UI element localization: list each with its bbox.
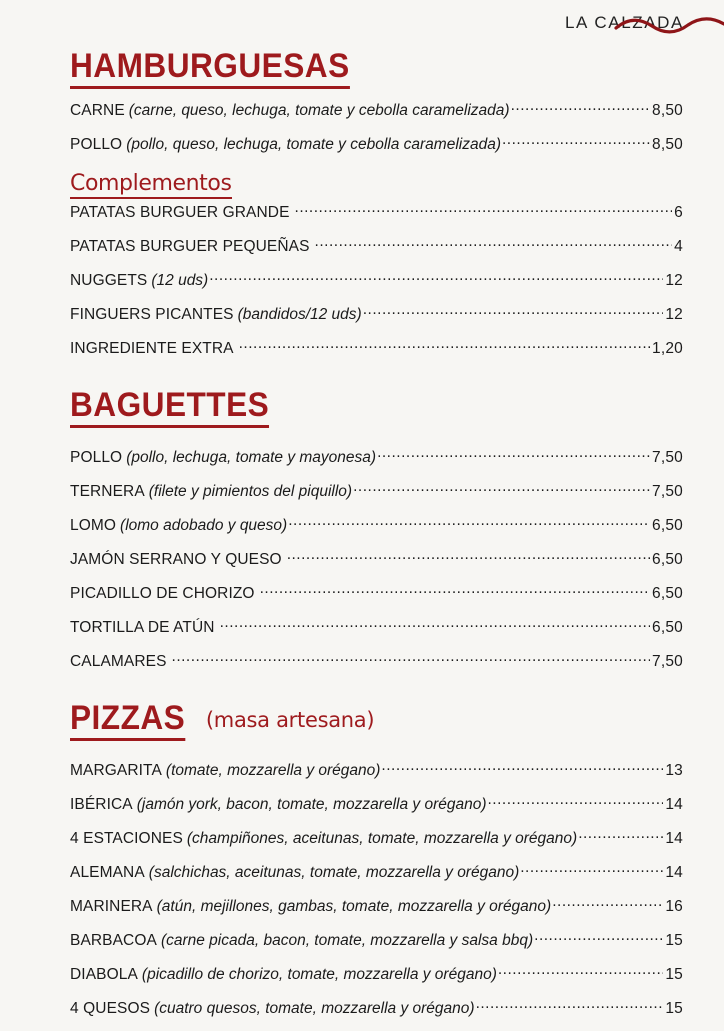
item-name: 4 QUESOS xyxy=(70,999,151,1017)
item-name: PICADILLO DE CHORIZO xyxy=(70,584,255,602)
item-name: JAMÓN SERRANO Y QUESO xyxy=(70,550,282,568)
item-description: (carne picada, bacon, tomate, mozzarella y salsa bbq) xyxy=(160,931,534,949)
dot-leader xyxy=(288,514,650,530)
item-description: (pollo, queso, lechuga, tomate y cebolla caramelizada) xyxy=(126,135,501,153)
item-name: FINGUERS PICANTES xyxy=(70,305,234,323)
item-price: 15 xyxy=(665,999,683,1017)
item-price: 16 xyxy=(665,897,683,915)
dot-leader xyxy=(239,337,650,353)
subsection-complementos xyxy=(70,167,684,201)
item-description: (cuatro quesos, tomate, mozzarella y orégano) xyxy=(154,999,475,1017)
item-name: MARINERA xyxy=(70,897,153,915)
item-name: ALEMANA xyxy=(70,863,145,881)
item-price: 15 xyxy=(665,931,683,949)
menu-item-row xyxy=(70,201,683,235)
menu-item-row xyxy=(70,759,683,793)
dot-leader xyxy=(520,861,663,877)
dot-leader xyxy=(511,99,650,115)
dot-leader xyxy=(260,582,650,598)
section-heading xyxy=(70,48,684,89)
item-price: 13 xyxy=(665,761,683,779)
item-description: (picadillo de chorizo, tomate, mozzarella y orégano) xyxy=(141,965,497,983)
item-name: DIABOLA xyxy=(70,965,138,983)
section-title: BAGUETTES xyxy=(70,387,269,428)
item-price: 8,50 xyxy=(652,101,683,119)
dot-leader xyxy=(476,997,664,1013)
menu-item-row xyxy=(70,929,683,963)
item-name: MARGARITA xyxy=(70,761,162,779)
dot-leader xyxy=(353,480,650,496)
dot-leader xyxy=(315,235,673,251)
item-price: 15 xyxy=(665,965,683,983)
item-description: (12 uds) xyxy=(151,271,209,289)
menu-item-row xyxy=(70,895,683,929)
item-description: (filete y pimientos del piquillo) xyxy=(148,482,353,500)
dot-leader xyxy=(377,446,650,462)
item-description: (champiñones, aceitunas, tomate, mozzarella y orégano) xyxy=(186,829,578,847)
item-name: TORTILLA DE ATÚN xyxy=(70,618,215,636)
dot-leader xyxy=(172,650,651,666)
item-price: 14 xyxy=(665,863,683,881)
item-description: (salchichas, aceitunas, tomate, mozzarella y orégano) xyxy=(148,863,520,881)
menu-item-row xyxy=(70,480,683,514)
item-price: 14 xyxy=(665,829,683,847)
section-subtitle: (masa artesana) xyxy=(205,708,375,733)
item-name: POLLO xyxy=(70,448,123,466)
item-description: (tomate, mozzarella y orégano) xyxy=(165,761,381,779)
menu-item-row xyxy=(70,133,683,167)
item-name: CARNE xyxy=(70,101,125,119)
brand-name: LA CALZADA xyxy=(565,13,684,32)
item-name: PATATAS BURGUER PEQUEÑAS xyxy=(70,237,310,255)
menu-item-row xyxy=(70,235,683,269)
dot-leader xyxy=(209,269,663,285)
item-price: 7,50 xyxy=(652,652,683,670)
item-name: IBÉRICA xyxy=(70,795,133,813)
item-list xyxy=(70,99,684,371)
item-price: 12 xyxy=(665,305,683,323)
section-heading xyxy=(70,700,684,741)
item-name: PATATAS BURGUER GRANDE xyxy=(70,203,290,221)
item-price: 6,50 xyxy=(652,550,683,568)
section-baguettes xyxy=(70,387,684,684)
menu-item-row xyxy=(70,303,683,337)
dot-leader xyxy=(363,303,664,319)
item-name: 4 ESTACIONES xyxy=(70,829,183,847)
item-price: 6 xyxy=(674,203,683,221)
menu-item-row xyxy=(70,963,683,997)
item-price: 12 xyxy=(665,271,683,289)
dot-leader xyxy=(220,616,650,632)
menu-item-row xyxy=(70,99,683,133)
dot-leader xyxy=(552,895,663,911)
item-description: (pollo, lechuga, tomate y mayonesa) xyxy=(126,448,377,466)
item-name: TERNERA xyxy=(70,482,145,500)
menu-item-row xyxy=(70,582,683,616)
dot-leader xyxy=(498,963,663,979)
item-description: (carne, queso, lechuga, tomate y cebolla caramelizada) xyxy=(128,101,510,119)
dot-leader xyxy=(502,133,650,149)
dot-leader xyxy=(381,759,663,775)
menu-item-row xyxy=(70,827,683,861)
item-list xyxy=(70,446,684,684)
item-list xyxy=(70,759,684,1031)
dot-leader xyxy=(578,827,663,843)
menu-item-row xyxy=(70,997,683,1031)
section-title: HAMBURGUESAS xyxy=(70,48,350,89)
item-price: 7,50 xyxy=(652,482,683,500)
dot-leader xyxy=(287,548,650,564)
item-price: 8,50 xyxy=(652,135,683,153)
item-price: 14 xyxy=(665,795,683,813)
dot-leader xyxy=(488,793,664,809)
section-title: PIZZAS xyxy=(70,700,185,741)
menu-item-row xyxy=(70,616,683,650)
dot-leader xyxy=(295,201,673,217)
item-name: LOMO xyxy=(70,516,117,534)
menu-item-row xyxy=(70,514,683,548)
item-price: 7,50 xyxy=(652,448,683,466)
wave-decoration-icon xyxy=(614,14,724,38)
section-hamburguesas xyxy=(70,48,684,371)
menu-item-row xyxy=(70,548,683,582)
menu-item-row xyxy=(70,861,683,895)
item-price: 6,50 xyxy=(652,618,683,636)
item-description: (atún, mejillones, gambas, tomate, mozzarella y orégano) xyxy=(156,897,552,915)
item-description: (lomo adobado y queso) xyxy=(120,516,288,534)
item-name: BARBACOA xyxy=(70,931,157,949)
item-description: (jamón york, bacon, tomate, mozzarella y orégano) xyxy=(136,795,487,813)
item-name: NUGGETS xyxy=(70,271,148,289)
page-header xyxy=(70,0,684,46)
subsection-title: Complementos xyxy=(70,171,232,199)
item-name: INGREDIENTE EXTRA xyxy=(70,339,234,357)
menu-item-row xyxy=(70,650,683,684)
section-heading xyxy=(70,387,684,428)
item-name: CALAMARES xyxy=(70,652,167,670)
menu-item-row xyxy=(70,446,683,480)
item-name: POLLO xyxy=(70,135,123,153)
section-pizzas xyxy=(70,700,684,1031)
item-price: 6,50 xyxy=(652,584,683,602)
menu-item-row xyxy=(70,793,683,827)
item-price: 1,20 xyxy=(652,339,683,357)
menu-item-row xyxy=(70,337,683,371)
dot-leader xyxy=(534,929,663,945)
item-description: (bandidos/12 uds) xyxy=(237,305,362,323)
menu-item-row xyxy=(70,269,683,303)
item-price: 6,50 xyxy=(652,516,683,534)
item-price: 4 xyxy=(674,237,683,255)
